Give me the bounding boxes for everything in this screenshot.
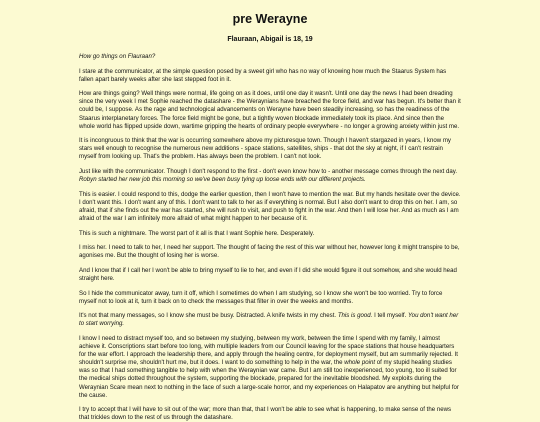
story-paragraph: I try to accept that I will have to sit out of the war; more than that, that I won't be able to see what is happening, to make sense of the news that trickles down to the rest of us through the datashare. — [79, 406, 452, 422]
story-text: It's not that many messages, so I know she must be busy. Distracted. A knife twists in my chest. — [79, 312, 337, 320]
story-paragraph: How are things going? Well things were normal, life going on as it does, until one day it wasn't. Until one day the news I had been dreading since the very week I met Sophie reached the datashare - the Weraynians have breached the force field, and war has begun. It's better than it could be, I suppose. As the rage and technological advancements on Werayne have been steadily increasing, so has the readiness of the Staarus interplanetary forces. The force field might be gone, but a tightly woven blockade immediately took its place. And since then the whole world has flipped upside down, wartime gripping the hearts of ordinary people everywhere - no longer a growing anxiety within just me. — [79, 90, 461, 130]
story-paragraph — [79, 168, 461, 184]
story-paragraph — [79, 312, 461, 328]
page-title: pre Werayne — [232, 12, 308, 26]
inner-thought: This is good. — [337, 312, 373, 320]
chapter-subtitle: Flauraan, Abigail is 18, 19 — [227, 36, 313, 43]
story-paragraph: And I know that if I call her I won't be able to bring myself to lie to her, and even if I did she would figure it out somehow, and she would head straight here. — [79, 266, 457, 282]
story-text: of my stupid healing studies was so that I had something tangible to help with when the Weraynian war came. But I am still too inexperienced, too young, too ill suited for the medical ships dotted throughout the system, supporting the blockade, prepared for the inevitable bloodshed. My exploits during the Weraynian Scare mean next to nothing in the face of such a large-scale horror, and my experiences on Halapatov are anything but helpful for the cause. — [79, 359, 459, 399]
story-paragraph: I stare at the communicator, at the simple question posed by a sweet girl who has no way of knowing how much the Staarus System has fallen apart barely weeks after she last stepped foot in it. — [79, 67, 447, 83]
inner-thought: You don't want her to start worrying. — [79, 312, 459, 328]
story-paragraph — [79, 335, 461, 400]
story-paragraph: It is incongruous to think that the war is occurring somewhere above my picturesque town. Though I haven't stargazed in years, I know my stars well enough to recognise the numerous new additions - space stations, satellites, ships - that dot the sky at night, if I can't restrain myself from looking up. That's the problem. Has always been the problem. I can't not look. — [79, 137, 451, 161]
story-text: Just like with the communicator. Though I don't respond to the first - don't even know how to - another message comes through the next day. — [79, 168, 458, 176]
story-paragraph: So I hide the communicator away, turn it off, which I sometimes do when I am studying, so I know she won't be too worried. Try to force myself not to look at it, turn it back on to check the messages that filter in over the weeks and months. — [79, 289, 443, 305]
story-paragraph: This is easier. I could respond to this, dodge the earlier question, then I won't have to mention the war. But my hands hesitate over the device. I don't want this. I don't want any of this. I don't want to talk to her as if everything is normal. But I also don't want to drop this on her. I am, so afraid, that if she finds out the war has started, she will rush to visit, and push to fight in the war. And then I will lose her. And as much as I am afraid of the war I am infinitely more afraid of what might happen to her because of it. — [79, 190, 461, 222]
emphasis: whole point — [344, 359, 376, 367]
story-paragraph-opening-question: How go things on Flauraan? — [79, 53, 156, 60]
story-paragraph: I miss her. I need to talk to her, I need her support. The thought of facing the rest of this war without her, however long it might transpire to be, agonises me. But the thought of losing her is worse. — [79, 244, 460, 260]
story-paragraph: This is such a nightmare. The worst part of it all is that I want Sophie here. Desperately. — [79, 229, 315, 237]
story-text: I tell myself. — [374, 312, 407, 320]
story-text: I know I need to distract myself too, and so between my studying, between my work, between the time I spend with my family, I almost achieve it. Conscriptions start before too long, with multiple leaders from our Council leaving for the space stations that house headquarters for the war effort. I approach the leadership there, and apply through the healing centre, for deployment myself, but am summarily rejected. It shouldn't surprise me, shouldn't hurt me, but it does. I want to do something to help in the war, the — [79, 334, 458, 367]
message-quote: Robyn started her new job this morning so we've been busy tying up loose ends with our different projects. — [79, 176, 366, 184]
